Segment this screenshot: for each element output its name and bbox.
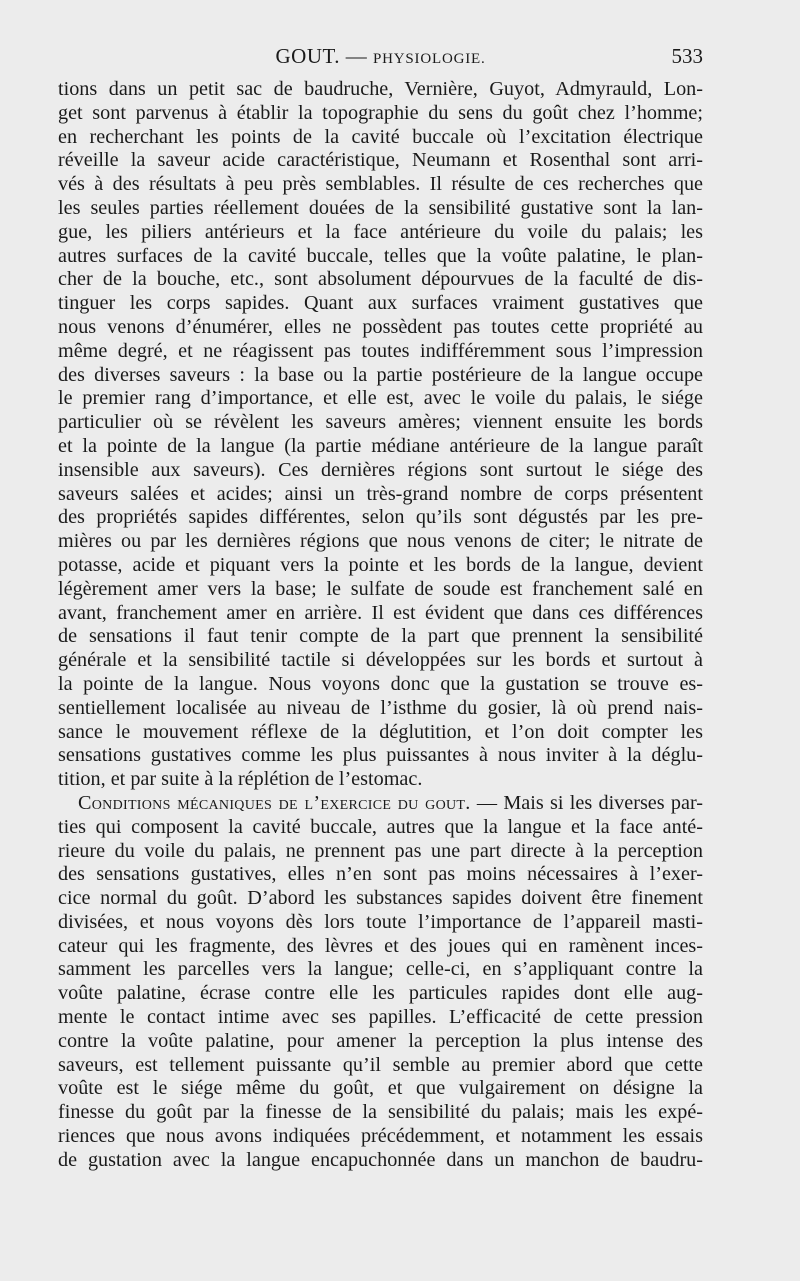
text-line: ties qui composent la cavité buccale, autres que la langue et la face anté- [58, 815, 703, 838]
paragraph-2-first-line [58, 792, 703, 816]
text-line: avant, franchement amer en arrière. Il est évident que dans ces différences [58, 601, 703, 624]
text-line: finesse du goût par la finesse de la sensibilité du palais; mais les expé- [58, 1101, 703, 1124]
section-heading: Conditions mécaniques de l’exercice du gout. [78, 791, 471, 814]
text-line: nous venons d’énumérer, elles ne possèdent pas toutes cette propriété au [58, 315, 703, 338]
paragraph-1 [58, 78, 703, 792]
running-title [58, 44, 703, 69]
running-header [58, 44, 703, 74]
text-line: tinguer les corps sapides. Quant aux surfaces vraiment gustatives que [58, 292, 703, 315]
text-line: même degré, et ne réagissent pas toutes indifféremment sous l’impression [58, 339, 703, 362]
text-line: cice normal du goût. D’abord les substances sapides doivent être finement [58, 887, 703, 910]
paragraph-2-first-line-rest: — Mais si les diverses par- [470, 791, 704, 814]
text-line: riences que nous avons indiquées précédemment, et notamment les essais [58, 1125, 703, 1148]
text-line: potasse, acide et piquant vers la pointe et les bords de la langue, devient [58, 553, 703, 576]
paragraph-2 [58, 792, 703, 1173]
text-line: la pointe de la langue. Nous voyons donc que la gustation se trouve es- [58, 672, 703, 695]
text-line: mente le contact intime avec ses papilles. L’efficacité de cette pression [58, 1006, 703, 1029]
text-line: particulier où se révèlent les saveurs amères; viennent ensuite les bords [58, 411, 703, 434]
text-line: sance le mouvement réflexe de la déglutition, et l’on doit compter les [58, 720, 703, 743]
text-line: saveurs salées et acides; ainsi un très-grand nombre de corps présentent [58, 482, 703, 505]
text-line: saveurs, est tellement puissante qu’il semble au premier abord que cette [58, 1053, 703, 1076]
text-line: des sensations gustatives, elles n’en sont pas moins nécessaires à l’exer- [58, 863, 703, 886]
text-line: sentiellement localisée au niveau de l’isthme du gosier, là où prend nais- [58, 696, 703, 719]
text-line: insensible aux saveurs). Ces dernières régions sont surtout le siége des [58, 458, 703, 481]
text-line: autres surfaces de la cavité buccale, telles que la voûte palatine, le plan- [58, 244, 703, 267]
text-line: légèrement amer vers la base; le sulfate de soude est franchement salé en [58, 577, 703, 600]
text-line: divisées, et nous voyons dès lors toute l’importance de l’appareil masti- [58, 910, 703, 933]
text-line: le premier rang d’importance, et elle est, avec le voile du palais, le siége [58, 387, 703, 410]
text-line: mières ou par les dernières régions que nous venons de citer; le nitrate de [58, 530, 703, 553]
text-line: sensations gustatives comme les plus puissantes à nous inviter à la déglu- [58, 744, 703, 767]
text-line: cher de la bouche, etc., sont absolument dépourvues de la faculté de dis- [58, 268, 703, 291]
text-line: cateur qui les fragmente, des lèvres et des joues qui en ramènent inces- [58, 934, 703, 957]
text-line: get sont parvenus à établir la topographie du sens du goût chez l’homme; [58, 101, 703, 124]
page-number: 533 [671, 44, 703, 68]
text-line: générale et la sensibilité tactile si développées sur les bords et surtout à [58, 649, 703, 672]
text-line: de sensations il faut tenir compte de la part que prennent la sensibilité [58, 625, 703, 648]
text-line: tions dans un petit sac de baudruche, Vernière, Guyot, Admyrauld, Lon- [58, 78, 703, 100]
text-line: voûte palatine, écrase contre elle les particules rapides dont elle aug- [58, 982, 703, 1005]
running-title-main: GOUT. — [275, 44, 373, 68]
text-line: samment les parcelles vers la langue; celle-ci, en s’appliquant contre la [58, 958, 703, 981]
text-line: et la pointe de la langue (la partie médiane antérieure de la langue paraît [58, 434, 703, 457]
running-title-sub: PHYSIOLOGIE. [373, 51, 486, 67]
text-line: en recherchant les points de la cavité buccale où l’excitation électrique [58, 125, 703, 148]
body-text [58, 78, 703, 1173]
text-line: voûte est le siége même du goût, et que vulgairement on désigne la [58, 1077, 703, 1100]
text-line: de gustation avec la langue encapuchonnée dans un manchon de baudru- [58, 1148, 703, 1171]
text-line: les seules parties réellement douées de la sensibilité gustative sont la lan- [58, 196, 703, 219]
text-line: réveille la saveur acide caractéristique, Neumann et Rosenthal sont arri- [58, 149, 703, 172]
text-line: gue, les piliers antérieurs et la face antérieure du voile du palais; les [58, 220, 703, 243]
text-line: vés à des résultats à peu près semblables. Il résulte de ces recherches que [58, 173, 703, 196]
text-line: des diverses saveurs : la base ou la partie postérieure de la langue occupe [58, 363, 703, 386]
text-line: tition, et par suite à la réplétion de l’estomac. [58, 768, 423, 791]
text-line: des propriétés sapides différentes, selon qu’ils sont dégustés par les pre- [58, 506, 703, 529]
text-line: contre la voûte palatine, pour amener la perception la plus intense des [58, 1029, 703, 1052]
text-line: rieure du voile du palais, ne prennent pas une part directe à la perception [58, 839, 703, 862]
